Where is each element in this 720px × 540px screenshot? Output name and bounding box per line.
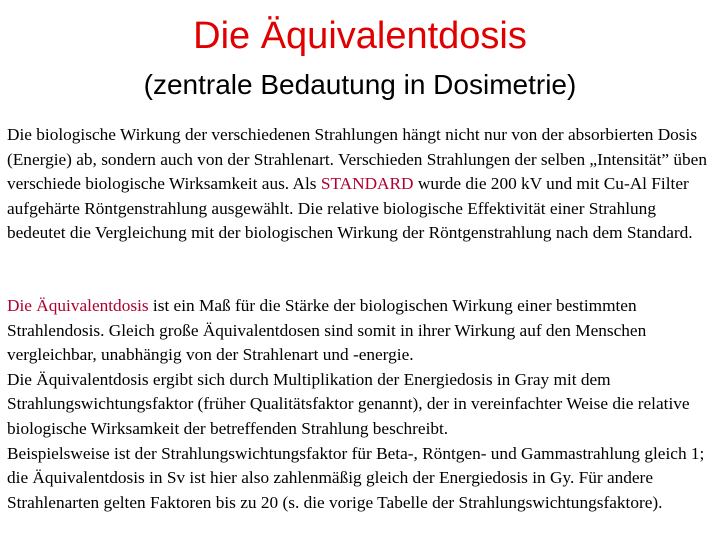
paragraph-text: Beispielsweise ist der Strahlungswichtungsfaktor für Beta-, Röntgen- und Gammastrahlung gleich 1; die Äquivalentdosis in Sv ist hier also zahlenmäßig gleich der Energiedosis in Gy. Für andere Strahlenarten gelten Faktoren bis zu 20 (s. die vorige Tabelle der Strahlungswichtungsfaktore).	[7, 443, 705, 512]
term-highlight: Die Äquivalentdosis	[7, 296, 149, 315]
paragraph-text: ist ein Maß für die Stärke der biologischen Wirkung einer bestimmten Strahlendosis. Gleich große Äquivalentdosen sind somit in ihrer Wirkung auf den Menschen vergleichbar, unabhängig von der Strahlenart und -energie.	[7, 296, 647, 365]
standard-highlight: STANDARD	[320, 174, 414, 194]
paragraph-biological-effect	[7, 123, 717, 246]
paragraph-text: Die biologische Wirkung der verschiedenen Strahlungen hängt nicht nur von der absorbierten Dosis (Energie) ab, sondern auch von der Strahlenart. Verschieden Strahlungen der selben „Intensität” üben verschiede biologische Wirksamkeit aus. Als	[7, 125, 707, 194]
paragraph-equivalent-dose	[7, 294, 717, 515]
paragraph-text: Die Äquivalentdosis ergibt sich durch Multiplikation der Energiedosis in Gray mit dem Strahlungswichtungsfaktor (früher Qualitätsfaktor genannt), der in vereinfachter Weise die relative biologische Wirksamkeit der betreffenden Strahlung beschreibt.	[7, 369, 690, 438]
page-title: Die Äquivalentdosis	[193, 15, 527, 57]
paragraph-text: wurde die 200 kV und mit Cu-Al Filter aufgehärte Röntgenstrahlung ausgewählt. Die relative biologische Effektivität einer Strahlung bedeutet die Vergleichung mit der biologischen Wirkung der Röntgenstrahlung nach dem Standard.	[7, 174, 693, 243]
page-subtitle: (zentrale Bedautung in Dosimetrie)	[143, 69, 577, 100]
